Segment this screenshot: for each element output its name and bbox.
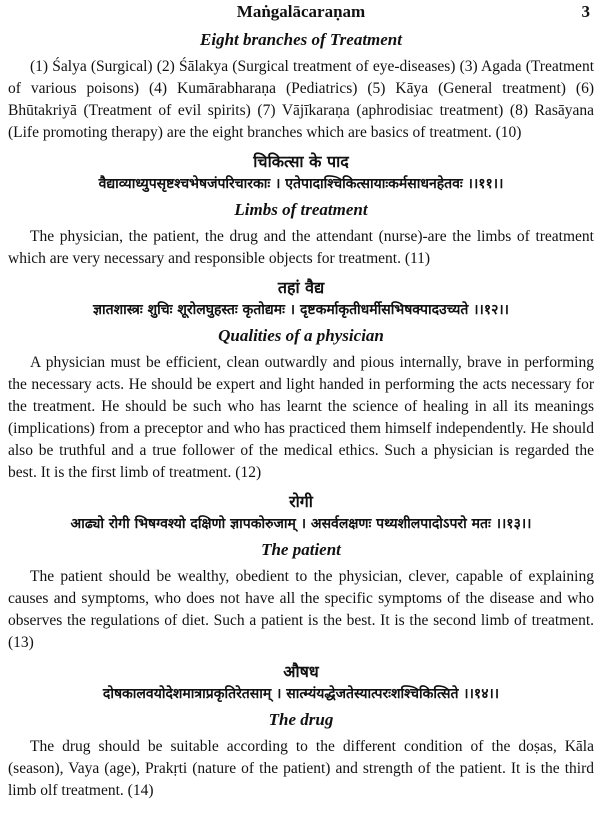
section-paragraph: The physician, the patient, the drug and the attendant (nurse)-are the limbs of treatment which are very necessary and responsible objects for treatment. (11) (8, 228, 594, 267)
section-heading: The patient (261, 540, 341, 559)
section-heading: Limbs of treatment (234, 200, 368, 219)
hindi-heading: तहां वैद्य (277, 278, 325, 297)
section-paragraph: (1) Śalya (Surgical) (2) Śālakya (Surgical treatment of eye-diseases) (3) Agada (Treatment of various poisons) (4) Kumārabharaṇa (Pediatrics) (5) Kāya (General treatment) (6) Bhūtakriyā (Treatment of evil spirits) (7) Vājīkaraṇa (aphrodisiac treatment) (8) Rasāyana (Life promoting therapy) are the eight branches which are basics of treatment. (10) (8, 58, 594, 141)
running-header (8, 0, 594, 24)
page-number: 3 (581, 2, 590, 21)
hindi-heading: रोगी (289, 492, 313, 511)
section-qualities-physician (8, 278, 594, 484)
section-paragraph: The drug should be suitable according to the different condition of the doṣas, Kāla (season), Vaya (age), Prakṛti (nature of the patient) and strength of the patient. It is the third limb olf treatment. (14) (8, 738, 594, 799)
section-limbs-of-treatment (8, 152, 594, 270)
hindi-heading: औषध (283, 662, 319, 681)
sanskrit-verse: दोषकालवयोदेशमात्राप्रकृतिरेतसाम् । सात्म्यंयद्धेजतेस्यात्परःशश्चिकित्सिते ।।१४।। (102, 686, 500, 702)
section-eight-branches (8, 30, 594, 144)
section-patient (8, 492, 594, 654)
section-heading: Qualities of a physician (218, 326, 384, 345)
section-paragraph: The patient should be wealthy, obedient to the physician, clever, capable of explaining causes and symptoms, who does not have all the specific symptoms of the disease and who observes the regulations of diet. Such a patient is the best. It is the second limb of treatment. (13) (8, 568, 594, 651)
running-title: Maṅgalācaraṇam (236, 2, 366, 21)
sanskrit-verse: वैद्याव्याध्युपसृष्टश्चभेषजंपरिचारकाः । एतेपादाश्चिकित्सायाःकर्मसाधनहेतवः ।।११।। (98, 176, 504, 192)
hindi-heading: चिकित्सा के पाद (253, 152, 349, 171)
section-paragraph: A physician must be efficient, clean outwardly and pious internally, brave in performing the necessary acts. He should be expert and light handed in performing the acts necessary for the treatment. He should be such who has learnt the science of healing in all its meanings (implications) from a preceptor and who has practiced them himself independently. He should also be truthful and a true follower of the medical ethics. Such a physician is regarded the best. It is the first limb of treatment. (12) (8, 354, 594, 481)
sanskrit-verse: आढ्यो रोगी भिषग्वश्यो दक्षिणो ज्ञापकोरुजाम् । असर्वलक्षणः पथ्यशीलपादोऽपरो मतः ।।१३।। (70, 516, 532, 532)
section-drug (8, 662, 594, 802)
section-heading: Eight branches of Treatment (200, 30, 402, 49)
section-heading: The drug (268, 710, 334, 729)
sanskrit-verse: ज्ञातशास्त्रः शुचिः शूरोलघुहस्तः कृतोद्यमः । दृष्टकर्माकृतीधर्मीसभिषक्पादउच्यते ।।१२।। (92, 302, 509, 318)
